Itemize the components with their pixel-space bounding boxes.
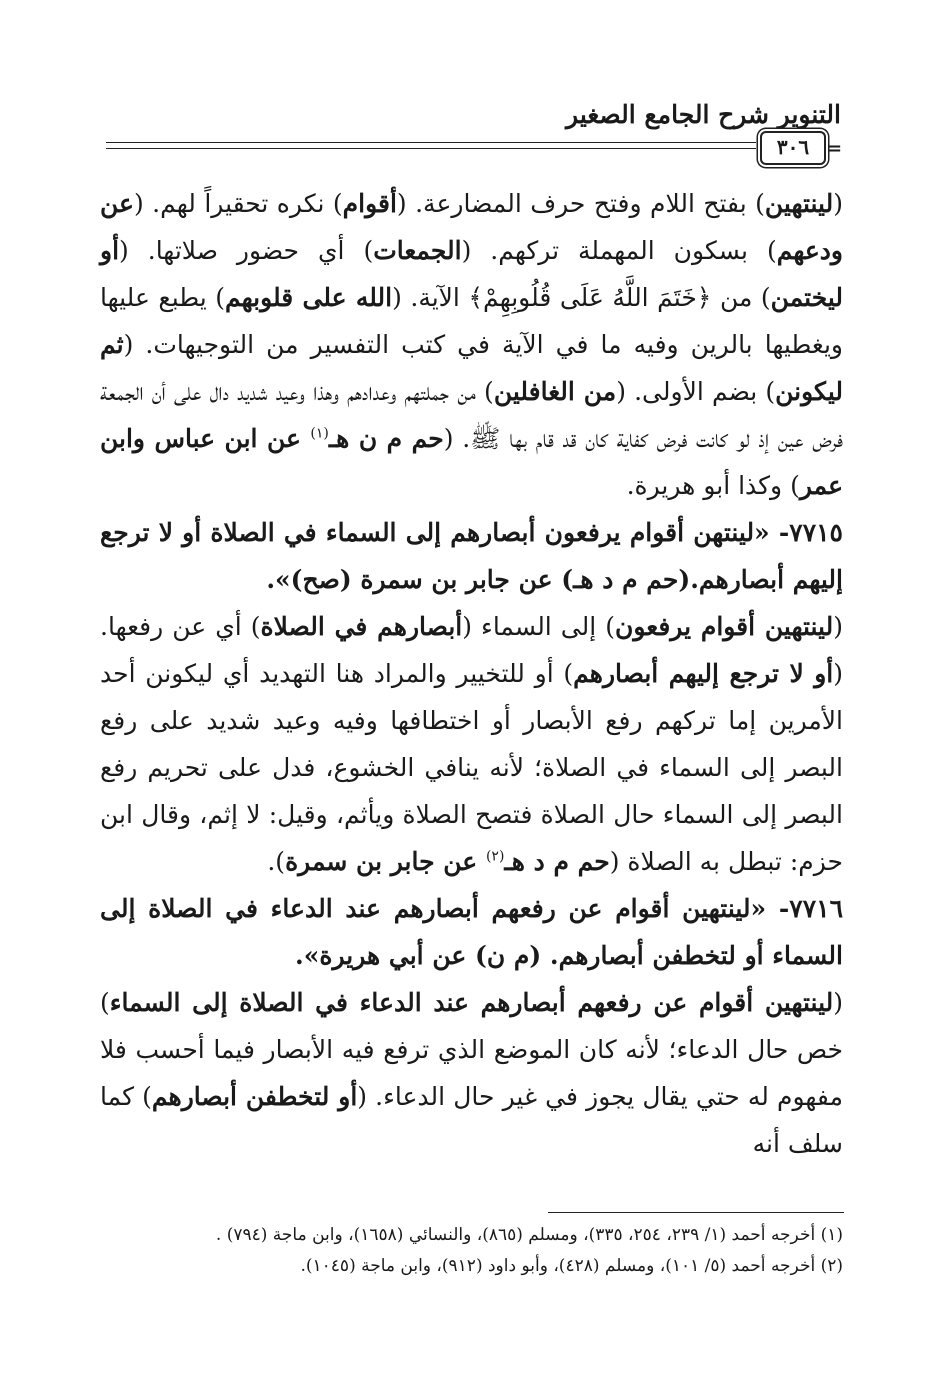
hadith-number: ٧٧١٦- (766, 894, 843, 923)
header-rule-bottom (106, 148, 756, 149)
hadith-7716 (100, 885, 843, 979)
commentary-paragraph-1: (لينتهين) بفتح اللام وفتح حرف المضارعة. (أقوام) نكره تحقيراً لهم. (عن ودعهم) بسكون المهملة تركهم. (الجمعات) أي حضور صلاتها. (أو ليختمن) من ﴿خَتَمَ اللَّهُ عَلَى قُلُوبِهِمْ﴾ الآية. (الله على قلوبهم) يطبع عليها ويغطيها بالرين وفيه ما في الآية في كتب التفسير من التوجيهات. (ثم ليكونن) بضم الأولى. (من الغافلين) من جملتهم وعدادهم وهذا وعيد شديد دال على أن الجمعة فرض عين إذ لو كانت فرض كفاية كان قد قام بها ﷺ. (حم م ن هـ$^{(١)}$ عن ابن عباس وابن عمر) وكذا أبو هريرة. (100, 189, 843, 500)
header-marker: = (827, 138, 843, 159)
header-rule-top (106, 142, 756, 143)
footnote-ref-2: (٢) (485, 848, 505, 865)
footnotes (103, 1220, 843, 1282)
footnote-separator (548, 1212, 844, 1213)
commentary-body (100, 180, 843, 1167)
footnote-1: (١) أخرجه أحمد (١/ ٢٣٩، ٢٥٤، ٣٣٥)، ومسلم (٨٦٥)، والنسائي (١٦٥٨)، وابن ماجة (٧٩٤) . (215, 1225, 843, 1245)
commentary-paragraph-3: (لينتهين أقوام عن رفعهم أبصارهم عند الدعاء في الصلاة إلى السماء) خص حال الدعاء؛ لأنه كان الموضع الذي ترفع فيه الأبصار فيما أحسب فلا مفهوم له حتي يقال يجوز في غير حال الدعاء. (أو لتخطفن أبصارهم) كما سلف أنه (100, 988, 843, 1158)
hadith-text: «لينتهين أقوام عن رفعهم أبصارهم عند الدعاء في الصلاة إلى السماء أو لتخطفن أبصارهم. (م ن) عن أبي هريرة». (100, 894, 843, 970)
footnote-2: (٢) أخرجه أحمد (٥/ ١٠١)، ومسلم (٤٢٨)، وأبو داود (٩١٢)، وابن ماجة (١٠٤٥). (300, 1256, 843, 1276)
hadith-text: «لينتهن أقوام يرفعون أبصارهم إلى السماء في الصلاة أو لا ترجع إليهم أبصارهم.(حم م د هـ) عن جابر بن سمرة (صح)». (100, 518, 843, 594)
hadith-7715 (100, 509, 843, 603)
running-header-title: التنوير شرح الجامع الصغير (566, 100, 841, 129)
page-number-box: ٣٠٦ (760, 131, 826, 165)
commentary-paragraph-2: (لينتهين أقوام يرفعون) إلى السماء (أبصارهم في الصلاة) أي عن رفعها. (أو لا ترجع إليهم أبصارهم) أو للتخيير والمراد هنا التهديد أي ليكونن أحد الأمرين إما تركهم رفع الأبصار أو اختطافها وفيه وعيد شديد على رفع البصر إلى السماء في الصلاة؛ لأنه ينافي الخشوع، فدل على تحريم رفع البصر إلى السماء حال الصلاة فتصح الصلاة ويأثم، وقيل: لا إثم، وقال ابن حزم: تبطل به الصلاة (حم م د هـ$^{(٢)}$ عن جابر بن سمرة). (100, 612, 843, 876)
footnote-ref-1: (١) (310, 425, 329, 442)
hadith-number: ٧٧١٥- (769, 518, 843, 547)
